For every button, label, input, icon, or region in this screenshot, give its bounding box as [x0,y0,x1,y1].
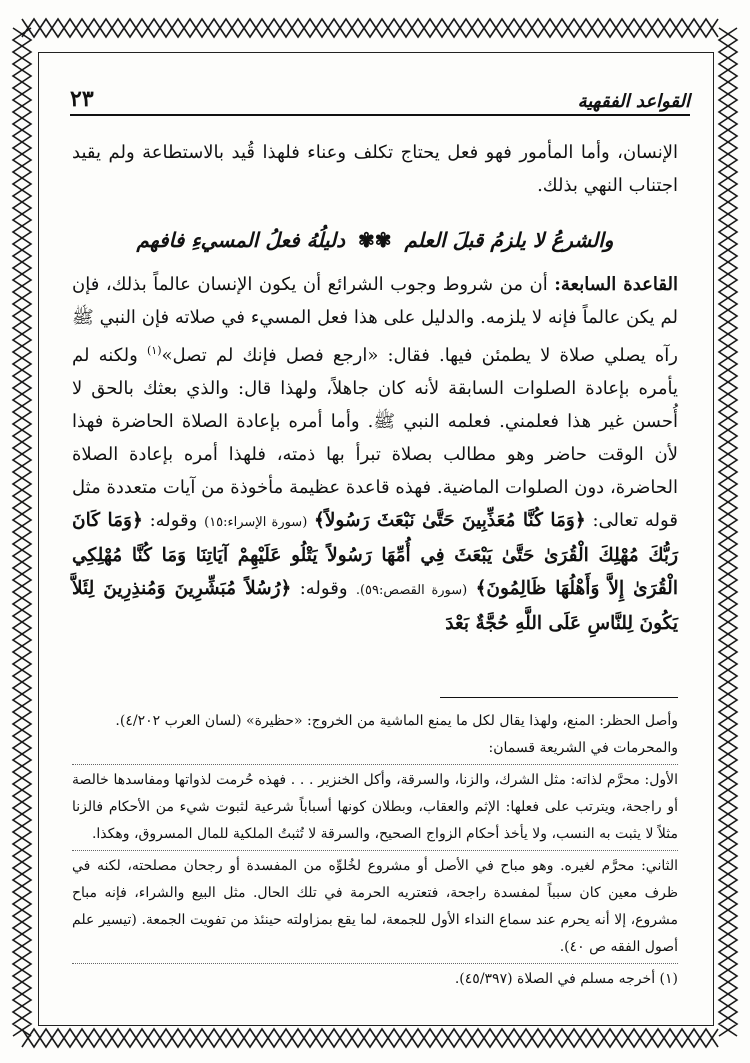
body-paragraph-2 [72,268,678,640]
footnote-divider [72,764,678,765]
paragraph-text-continued: ولكنه لم يأمره بإعادة الصلوات السابقة لأنه كان جاهلاً، ولهذا قال: والذي بعثك بالحق لا أُحسن غير هذا فعلمني. فعلمه النبي ﷺ. وأما أمره بإعادة الصلاة الحاضرة فهذا لأن الوقت حاضر وهو مطالب بصلاة تبرأ بها ذمته، فلهذا أمره بإعادة الصلاة الحاضرة، دون الصلوات الماضية. فهذه قاعدة عظيمة مأخوذة من آيات متعددة مثل قوله تعالى: [72,345,678,531]
footnotes [72,708,678,993]
quran-verse-1: ﴿وَمَا كُنَّا مُعَذِّبِينَ حَتَّىٰ نَبْعَثَ رَسُولاً﴾ [314,510,586,531]
footnote-divider [72,850,678,851]
quran-verse-3: ﴿رُسُلاً مُبَشِّرِينَ وَمُنذِرِينَ لِئَلاَّ يَكُونَ لِلنَّاسِ عَلَى اللَّهِ حُجَّةٌ بَعْدَ [72,578,678,634]
paragraph-text: أن من شروط وجوب الشرائع أن يكون الإنسان عالماً بذلك، فإن لم يكن عالماً فإنه لا يلزمه. والدليل على هذا فعل المسيء في صلاته فإن النبي ﷺ رآه يصلي صلاة لا يطمئن فيها. فقال: «ارجع فصل فإنك لم تصل» [72,274,678,366]
heading-second-hemistich: دليلُهُ فعلُ المسيءِ فافهم [136,228,346,252]
border-zigzag [719,28,737,1036]
border-zigzag [719,28,737,1036]
border-zigzag [22,19,718,37]
footnote-divider [72,963,678,964]
running-title: القواعد الفقهية [577,91,690,112]
footnote-line: الأول: محرَّم لذاته: مثل الشرك، والزنا، والسرقة، وأكل الخنزير . . . فهذه حُرمت لذواتها ومفاسدها خالصة أو راجحة، ويترتب على فعلها: الإثم والعقاب، وبطلان كونها أسباباً شرعية لثبوت شيء من الأحكام فالزنا مثلاً لا يثبت به النسب، ولا يأخذ أحكام الزواج الصحيح، والسرقة لا تُثبتُ الملكية للمال المسروق، وهكذا. [72,772,678,842]
footnote-reference: (١) [146,344,162,357]
footnote-line: والمحرمات في الشريعة قسمان: [488,740,678,756]
footnote-line: وأصل الحظر: المنع، ولهذا يقال لكل ما يمنع الماشية من الخروج: «حظيرة» (لسان العرب ٤/٢٠٢). [115,713,678,729]
verse-citation-1: (سورة الإسراء:١٥) [204,515,308,530]
heading-first-hemistich: والشرعُ لا يلزمُ قبلَ العلم [404,228,614,252]
connector-text: وقوله: [299,578,348,599]
quran-verse-2: ﴿وَمَا كَانَ رَبُّكَ مُهْلِكَ الْقُرَىٰ حَتَّىٰ يَبْعَثَ فِي أُمِّهَا رَسُولاً يَتْلُو عَلَيْهِمْ آيَاتِنَا وَمَا كُنَّا مُهْلِكِي الْقُرَىٰ إِلاَّ وَأَهْلُهَا ظَالِمُونَ﴾ [72,510,678,599]
paragraph-text: الإنسان، وأما المأمور فهو فعل يحتاج تكلف وعناء فلهذا قُيد بالاستطاعة ولم يقيد اجتناب النهي بذلك. [72,142,678,196]
border-zigzag [13,28,31,1036]
border-zigzag [13,28,31,1036]
flower-ornament-icon: ✾✾ [358,228,392,252]
border-zigzag [22,1029,718,1047]
page-header [70,82,690,112]
rule-label: القاعدة السابعة: [554,274,678,295]
border-zigzag [22,19,718,37]
header-rule [70,114,690,116]
footnote-separator [440,697,678,698]
body-paragraph-1 [72,136,678,202]
verse-heading [60,228,690,252]
footnote-1: (١) أخرجه مسلم في الصلاة (٤٥/٣٩٧). [454,971,678,987]
border-zigzag [22,1029,718,1047]
verse-citation-2: (سورة القصص:٥٩). [355,583,468,598]
page-number: ٢٣ [70,86,94,112]
connector-text: وقوله: [149,510,198,531]
footnote-line: الثاني: محرَّم لغيره. وهو مباح في الأصل أو مشروع لخُلوِّه من المفسدة أو رجحان مصلحته، لكنه في ظرف معين كان سبباً لمفسدة راجحة، فتعتريه الحرمة في تلك الحال. مثل البيع والشراء، فإنه مباح مشروع، إلا أنه يحرم عند سماع النداء الأول للجمعة، لما يقع بمزاولته حينئذ من تفويت الجمعة. (تيسير علم أصول الفقه ص ٤٠). [72,858,678,955]
